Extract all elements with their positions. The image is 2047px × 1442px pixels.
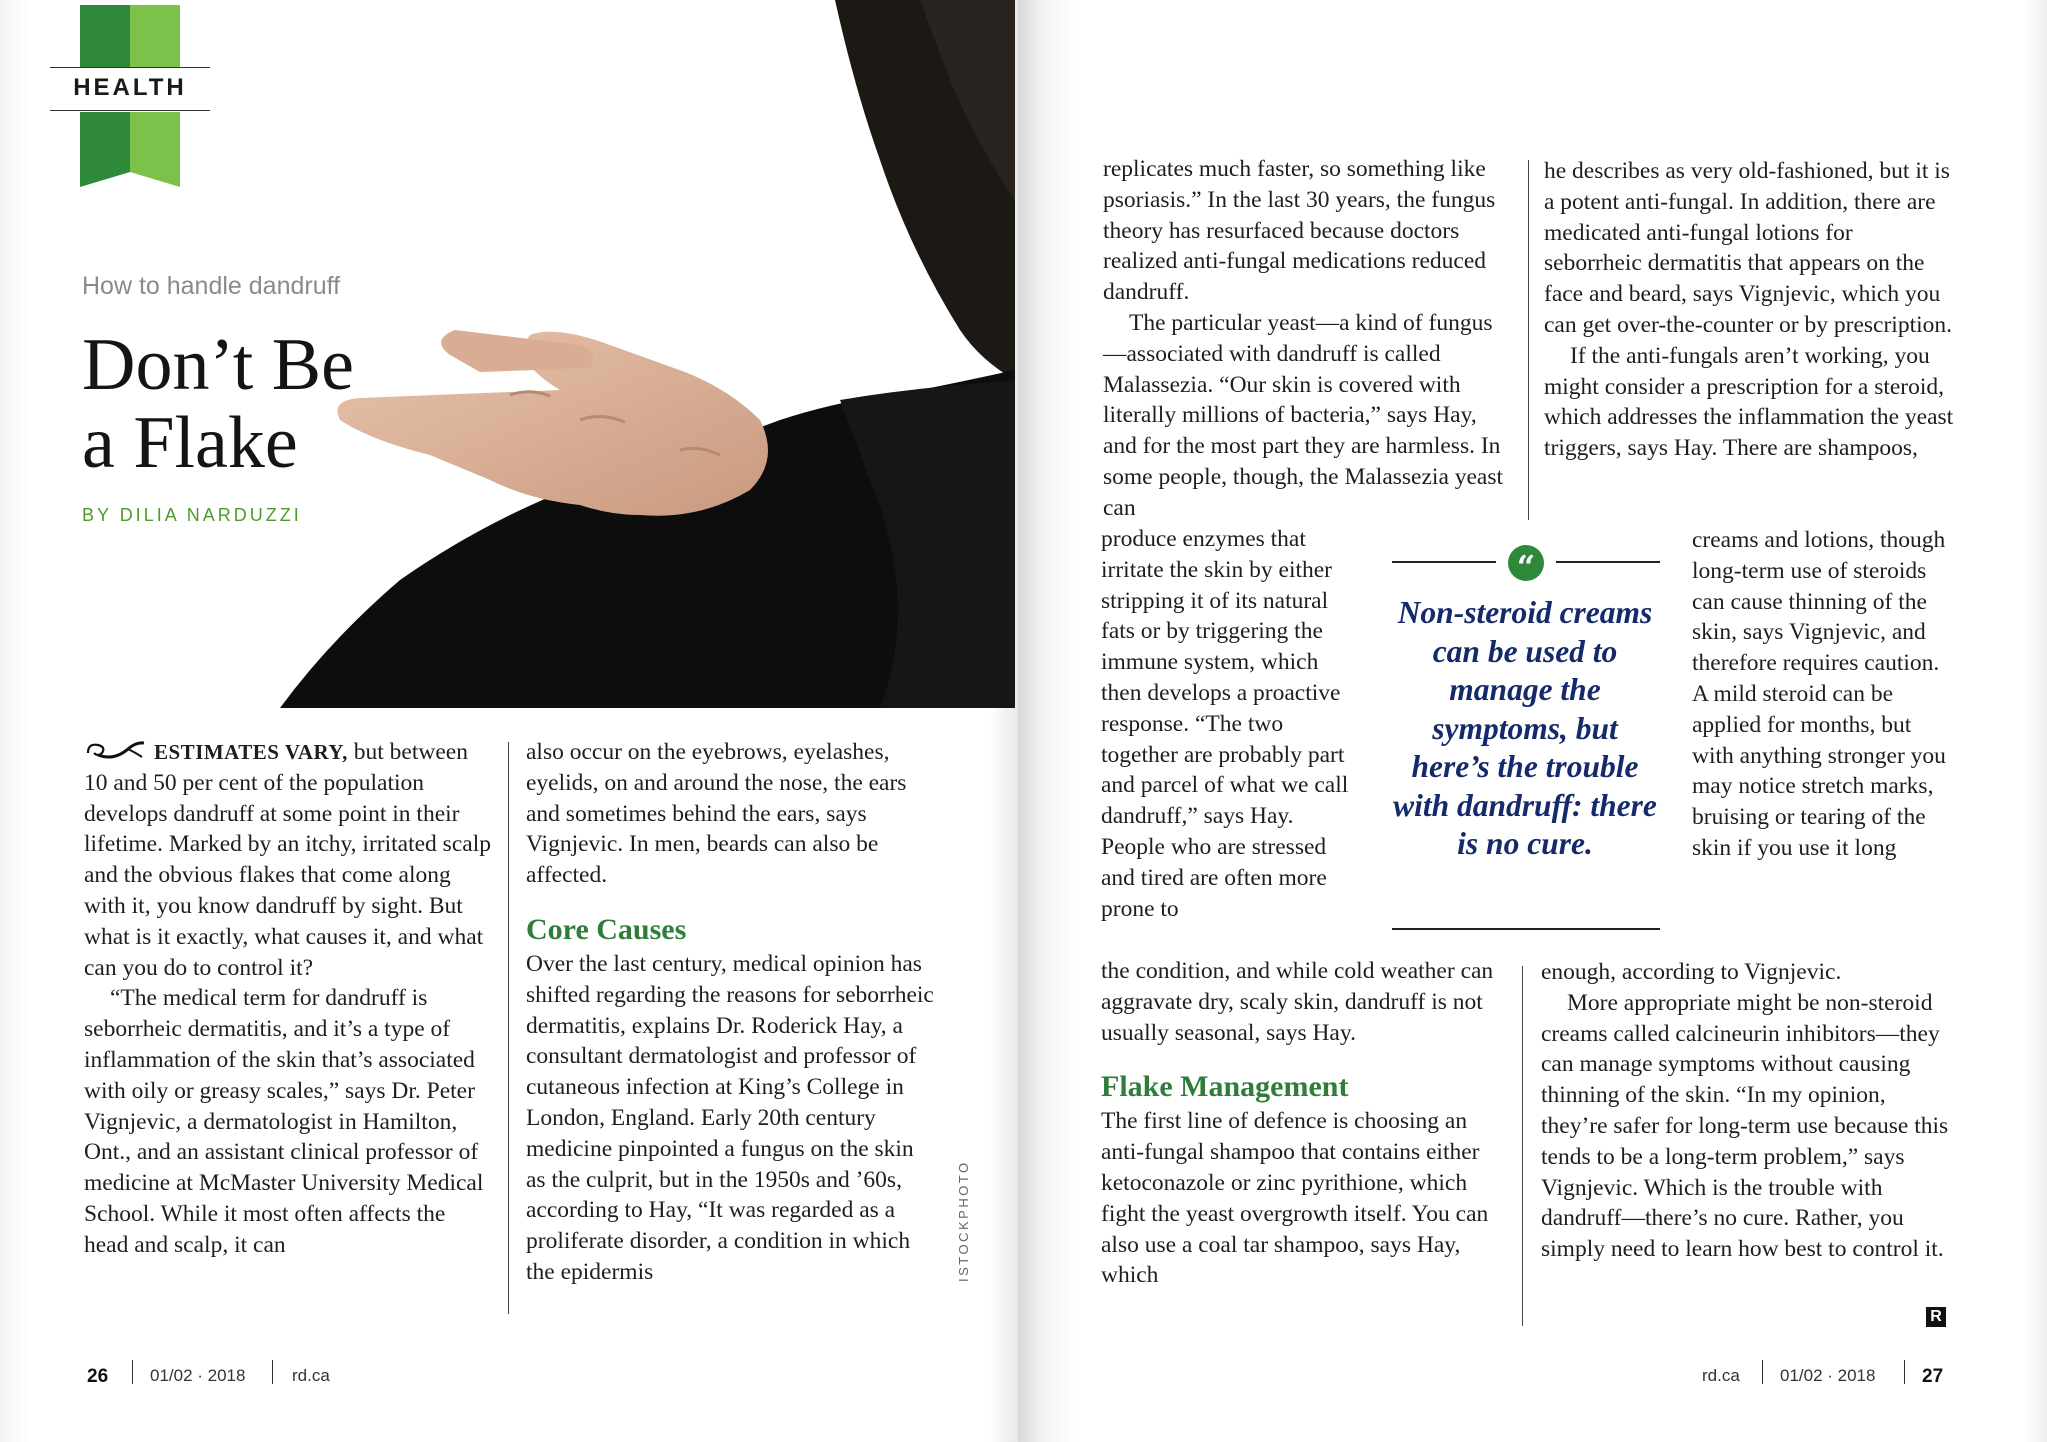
col3-paragraph-1: replicates much faster, so something like psoriasis.” In the last 30 years, the fungus theory has resurfaced because doctors realized anti-fungal medications reduced dandruff.: [1103, 156, 1496, 306]
column-4-narrow: [1692, 525, 1954, 864]
kicker: How to handle dandruff: [82, 272, 341, 300]
pull-quote-rule-right: [1556, 561, 1660, 563]
col1-paragraph-2: “The medical term for dandruff is seborrheic dermatitis, and it’s a type of inflammation of the skin that’s associated with oily or greasy scales,” says Dr. Peter Vignjevic, a dermatologist in Hamilton, Ont., and an assistant clinical professor of medicine at McMaster University Medical School. While it most often affects the head and scalp, it can: [84, 985, 484, 1258]
column-3-top: [1103, 154, 1513, 524]
col3-wrap-text: produce enzymes that irritate the skin by either stripping it of its natural fats or by triggering the immune system, which then develops a proactive response. “The two together are probably part and parcel of what we call dandruff,” says Hay. People who are stressed and tired are often more prone to: [1101, 526, 1349, 922]
folio-divider: [132, 1360, 133, 1384]
title-line-1: Don’t Be: [82, 324, 355, 406]
column-3-bottom: [1101, 956, 1511, 1291]
pull-quote-rule-bottom: [1392, 928, 1660, 930]
section-rule-bottom: [50, 110, 210, 111]
col3-paragraph-3: the condition, and while cold weather can aggravate dry, scaly skin, dandruff is not usually seasonal, says Hay.: [1101, 958, 1494, 1046]
heading-core-causes: Core Causes: [526, 912, 687, 946]
byline: BY DILIA NARDUZZI: [82, 505, 302, 525]
col3-paragraph-2: The particular yeast—a kind of fungus—associated with dandruff is called Malassezia. “Our skin is covered with literally millions of bacteria,” says Hay, and for the most part they are harmless. In some people, though, the Malassezia yeast can: [1103, 309, 1504, 521]
ornament-icon: [84, 739, 148, 761]
col1-paragraph-1: [84, 737, 494, 983]
page-number-right: 27: [1922, 1366, 1944, 1387]
article-title: [82, 326, 354, 482]
lead-in: ESTIMATES VARY,: [154, 740, 348, 764]
folio-date-right: 01/02 · 2018: [1780, 1366, 1876, 1385]
section-tab-top: [80, 5, 180, 67]
hero-photo: [280, 0, 1015, 708]
section-tab-ribbon: [80, 112, 180, 187]
col4-paragraph-1: he describes as very old-fashioned, but it is a potent anti-fungal. In addition, there are medicated anti-fungal lotions for seborrheic dermatitis that appears on the face and beard, says Vignjevic, which you can get over-the-counter or by prescription.: [1544, 158, 1953, 338]
photo-credit: ISTOCKPHOTO: [956, 1160, 971, 1282]
column-4-top: [1544, 156, 1954, 464]
quote-mark-icon: “: [1508, 545, 1544, 581]
page-number-left: 26: [87, 1366, 109, 1387]
folio-divider: [272, 1360, 273, 1384]
column-divider: [1522, 966, 1523, 1326]
column-1: [84, 737, 494, 1261]
heading-flake-management: Flake Management: [1101, 1070, 1349, 1104]
left-page: [0, 0, 1018, 1442]
end-mark-icon: R: [1926, 1307, 1946, 1327]
column-divider: [1528, 160, 1529, 520]
column-2: [526, 737, 936, 1288]
title-line-2: a Flake: [82, 402, 298, 484]
col1-p1-text: but between 10 and 50 per cent of the population develops dandruff at some point in their lifetime. Marked by an itchy, irritated scalp and the obvious flakes that come along with it, you know dandruff by sight. But what is it exactly, what causes it, and what can you do to control it?: [84, 739, 491, 981]
pull-quote: Non-steroid creams can be used to manage the symptoms, but here’s the trouble with dandruff: there is no cure.: [1393, 595, 1657, 861]
folio-site-left: rd.ca: [292, 1366, 330, 1385]
col3-paragraph-4: The first line of defence is choosing an anti-fungal shampoo that contains either ketoconazole or zinc pyrithione, which fight the yeast overgrowth itself. You can also use a coal tar shampoo, says Hay, which: [1101, 1108, 1489, 1289]
folio-divider: [1904, 1360, 1905, 1384]
column-4-bottom: [1541, 957, 1955, 1265]
column-3-narrow: [1101, 524, 1363, 924]
col2-paragraph-1: also occur on the eyebrows, eyelashes, eyelids, on and around the nose, the ears and sometimes behind the ears, says Vignjevic. In men, beards can also be affected.: [526, 739, 907, 889]
col2-paragraph-2: Over the last century, medical opinion has shifted regarding the reasons for seborrheic dermatitis, explains Dr. Roderick Hay, a consultant dermatologist and professor of cutaneous infection at King’s College in London, England. Early 20th century medicine pinpointed a fungus on the skin as the culprit, but in the 1950s and ’60s, according to Hay, “It was regarded as a proliferate disorder, a condition in which the epidermis: [526, 950, 934, 1285]
col4-paragraph-3: enough, according to Vignjevic.: [1541, 959, 1842, 985]
column-divider: [508, 742, 509, 1314]
folio-divider: [1762, 1360, 1763, 1384]
pull-quote-rule-left: [1392, 561, 1496, 563]
folio-site-right: rd.ca: [1702, 1366, 1740, 1385]
col4-wrap-text: creams and lotions, though long-term use of steroids can cause thinning of the skin, says Vignjevic, and therefore requires caution. A mild steroid can be applied for months, but with anything stronger you may notice stretch marks, bruising or tearing of the skin if you use it long: [1692, 527, 1946, 861]
section-rule-top: [50, 67, 210, 68]
section-label: HEALTH: [73, 74, 187, 101]
col4-paragraph-2: If the anti-fungals aren’t working, you might consider a prescription for a steroid, which addresses the inflammation the yeast triggers, says Hay. There are shampoos,: [1544, 342, 1954, 462]
col4-paragraph-4: More appropriate might be non-steroid creams called calcineurin inhibitors—they can manage symptoms without causing thinning of the skin. “In my opinion, they’re safer for long-term use because this tends to be a long-term problem,” says Vignjevic. Which is the trouble with dandruff—there’s no cure. Rather, you simply need to learn how best to control it.: [1541, 989, 1949, 1263]
folio-date-left: 01/02 · 2018: [150, 1366, 246, 1385]
